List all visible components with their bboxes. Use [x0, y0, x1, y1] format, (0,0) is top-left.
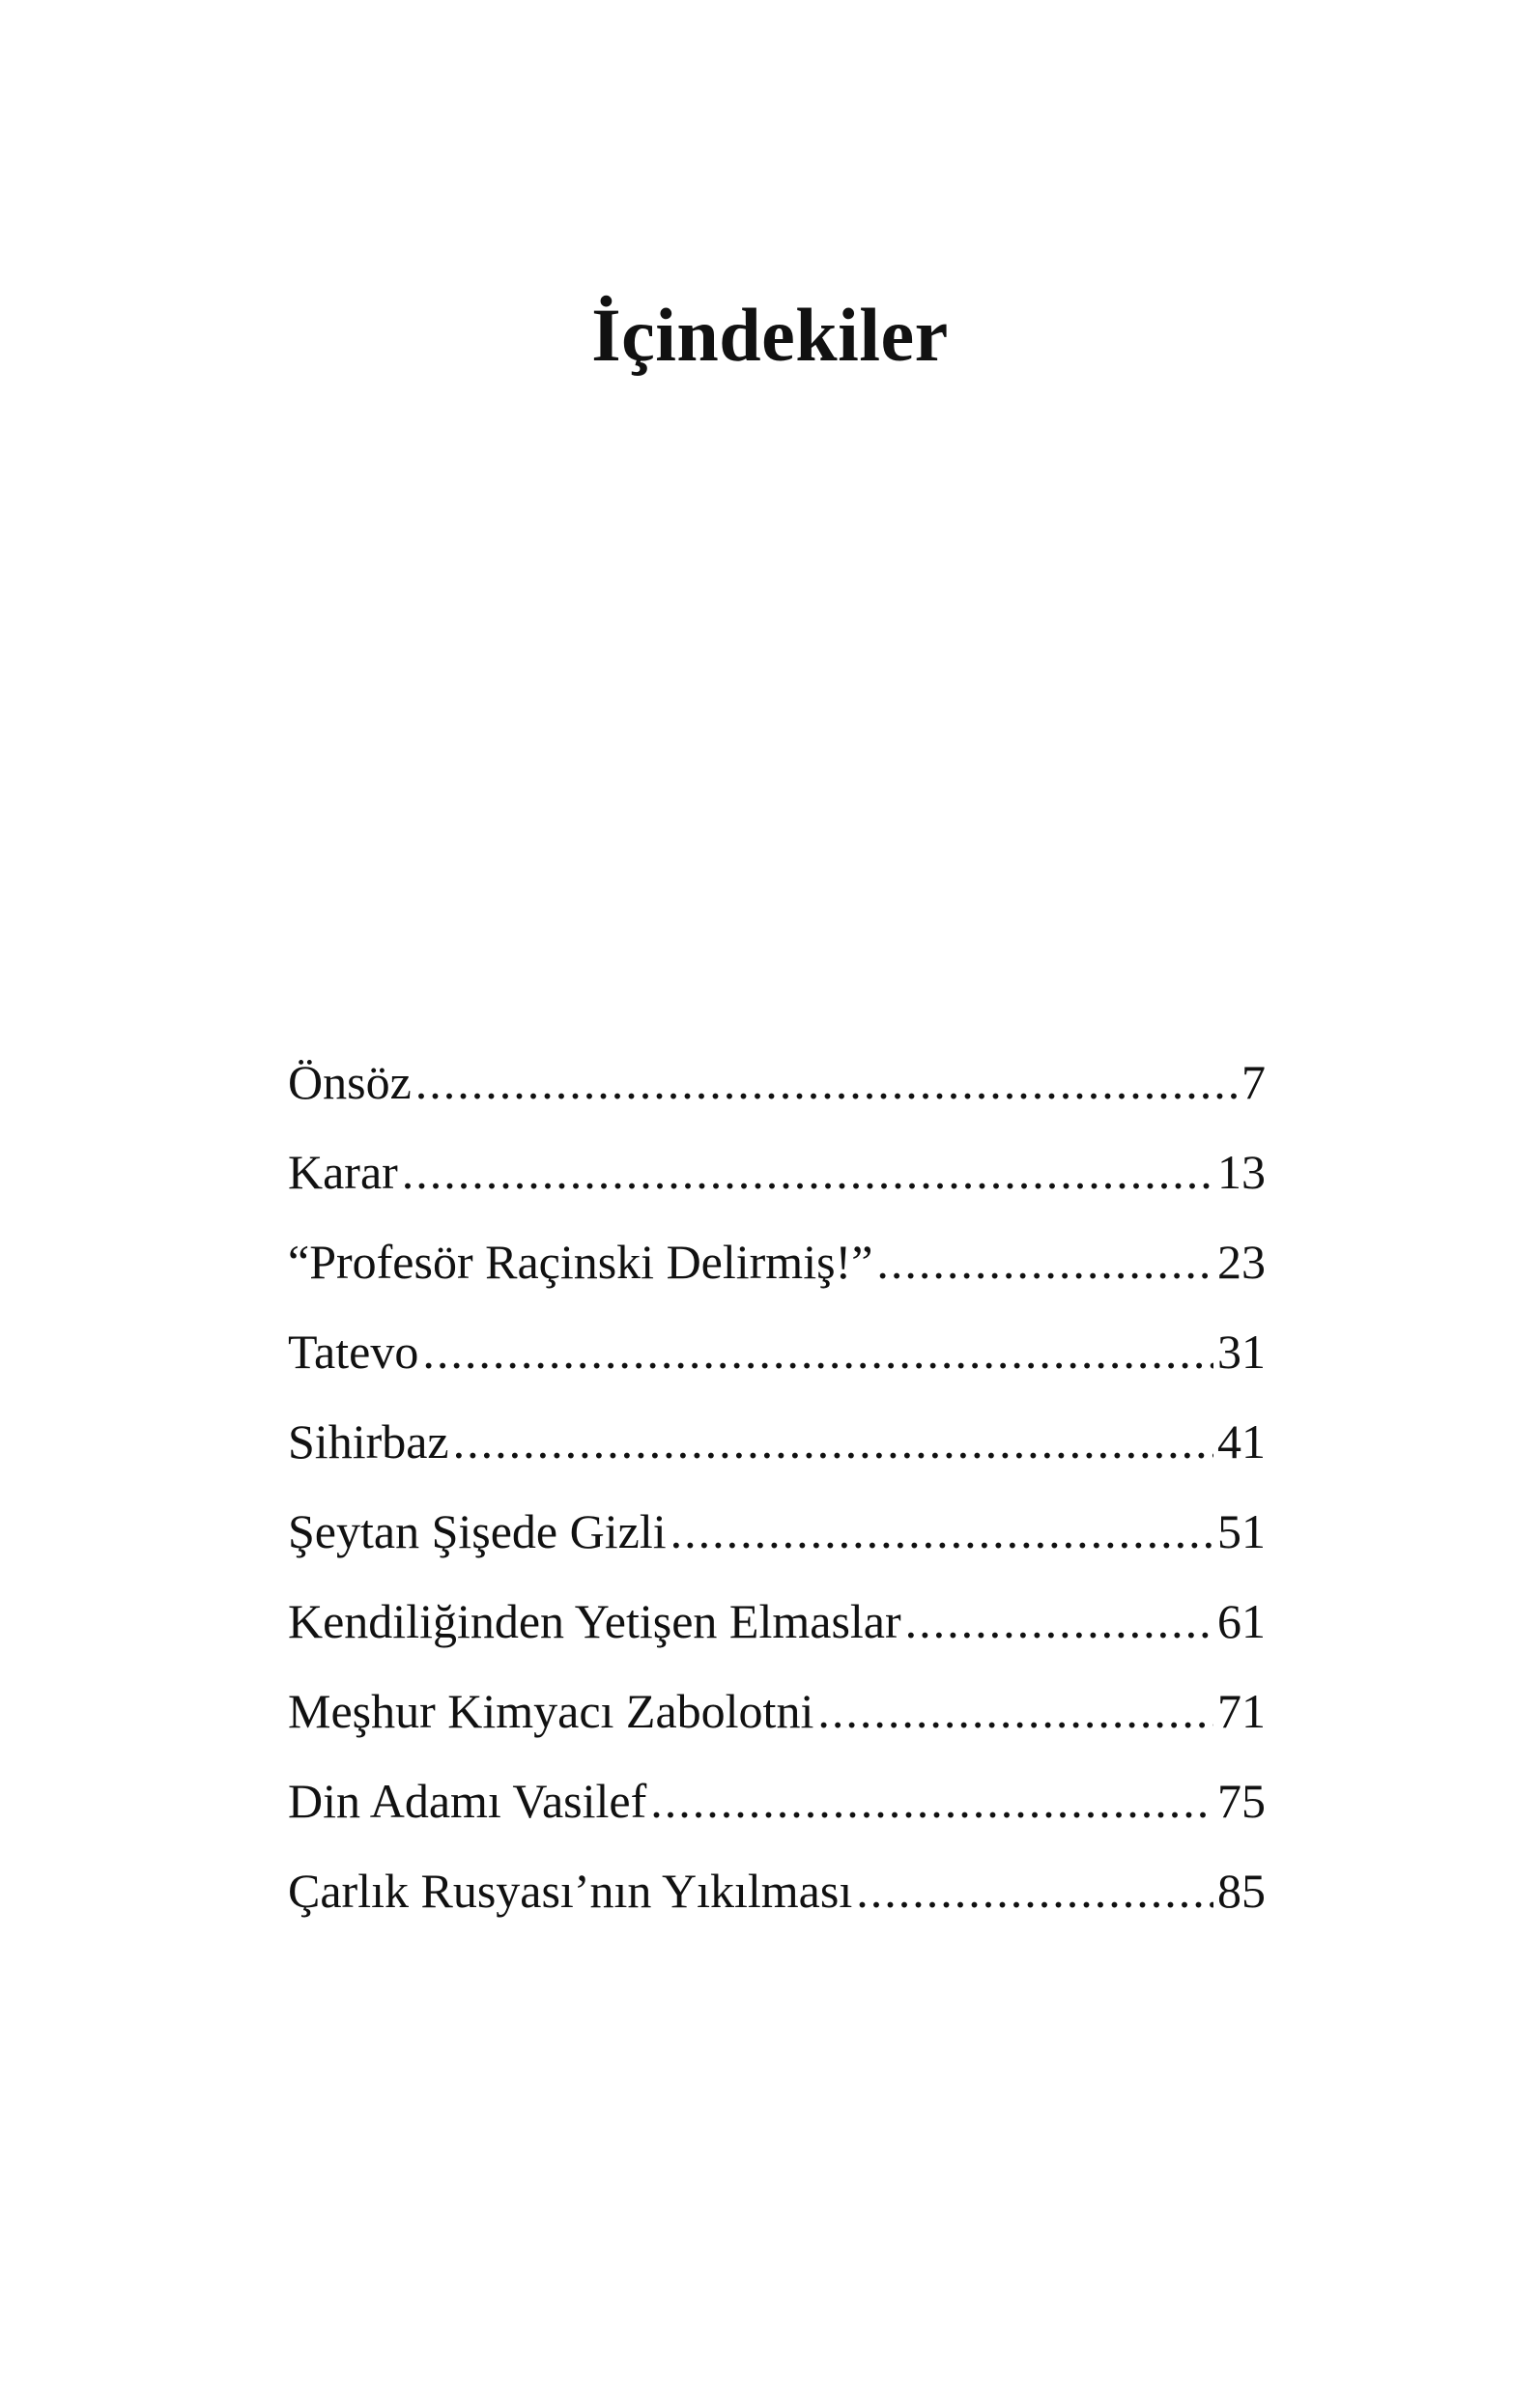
dot-leader — [856, 1867, 1213, 1915]
toc-entry-page-number: 75 — [1217, 1777, 1266, 1828]
toc-entry-title: Din Adamı Vasilef — [288, 1777, 647, 1828]
toc-entry-page-number: 13 — [1217, 1148, 1266, 1199]
toc-entry-onsoz[interactable] — [288, 1058, 1266, 1148]
dot-leader — [650, 1777, 1213, 1825]
toc-entry-title: Şeytan Şişede Gizli — [288, 1507, 667, 1558]
dot-leader — [905, 1597, 1213, 1645]
toc-entry-page-number: 7 — [1241, 1058, 1266, 1109]
table-of-contents — [288, 1058, 1266, 1956]
toc-entry-page-number: 85 — [1217, 1867, 1266, 1918]
toc-entry-tatevo[interactable] — [288, 1327, 1266, 1417]
dot-leader — [415, 1058, 1238, 1106]
page-title: İçindekiler — [591, 293, 949, 377]
toc-entry-title: Çarlık Rusyası’nın Yıkılması — [288, 1867, 853, 1918]
toc-entry-page-number: 71 — [1217, 1687, 1266, 1738]
toc-entry-meshur-kimyaci-zabolotni[interactable] — [288, 1687, 1266, 1777]
dot-leader — [876, 1238, 1213, 1286]
toc-entry-page-number: 23 — [1217, 1238, 1266, 1289]
toc-entry-page-number: 61 — [1217, 1597, 1266, 1648]
toc-entry-title: “Profesör Raçinski Delirmiş!” — [288, 1238, 873, 1289]
toc-entry-kendiliginden-yetisen-elmaslar[interactable] — [288, 1597, 1266, 1687]
toc-entry-carlik-rusyasinin-yikilmasi[interactable] — [288, 1867, 1266, 1956]
toc-entry-title: Tatevo — [288, 1327, 419, 1379]
toc-entry-page-number: 41 — [1217, 1417, 1266, 1469]
toc-entry-profesor-racinski[interactable] — [288, 1238, 1266, 1327]
toc-entry-title: Sihirbaz — [288, 1417, 449, 1469]
toc-entry-karar[interactable] — [288, 1148, 1266, 1238]
dot-leader — [670, 1507, 1213, 1555]
dot-leader — [402, 1148, 1213, 1196]
toc-entry-page-number: 51 — [1217, 1507, 1266, 1558]
dot-leader — [422, 1327, 1213, 1376]
toc-entry-title: Karar — [288, 1148, 398, 1199]
dot-leader — [453, 1417, 1213, 1466]
toc-entry-page-number: 31 — [1217, 1327, 1266, 1379]
toc-entry-title: Önsöz — [288, 1058, 412, 1109]
toc-entry-title: Kendiliğinden Yetişen Elmaslar — [288, 1597, 901, 1648]
dot-leader — [817, 1687, 1213, 1735]
toc-entry-seytan-siside-gizli[interactable] — [288, 1507, 1266, 1597]
toc-entry-title: Meşhur Kimyacı Zabolotni — [288, 1687, 814, 1738]
toc-entry-sihirbaz[interactable] — [288, 1417, 1266, 1507]
toc-entry-din-adami-vasilef[interactable] — [288, 1777, 1266, 1867]
